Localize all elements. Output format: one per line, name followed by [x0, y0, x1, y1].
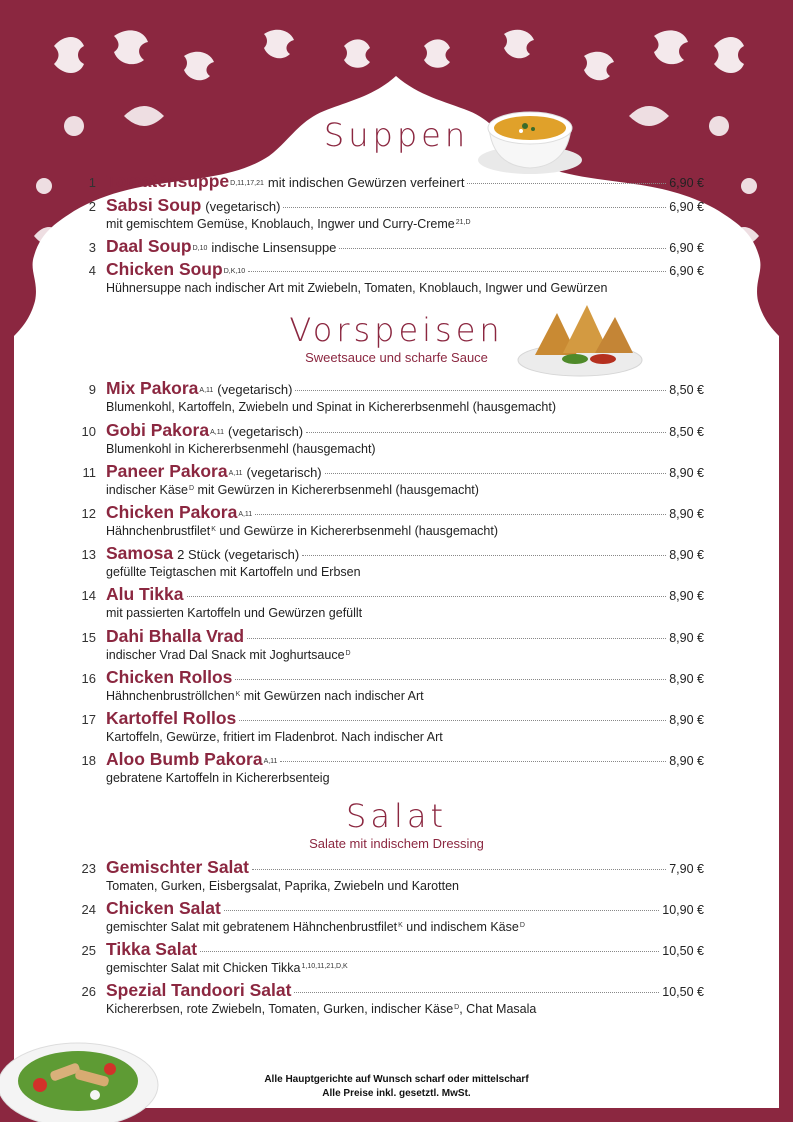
dot-leader [187, 596, 667, 597]
allergen-codes: A,11 [228, 470, 243, 477]
item-number: 17 [81, 712, 96, 727]
description-text: indischer Vrad Dal Snack mit Joghurtsauce [106, 648, 345, 662]
item-price: 8,50 € [669, 425, 704, 439]
dot-leader [200, 951, 659, 952]
description-text: gemischter Salat mit Chicken Tikka [106, 961, 301, 975]
menu-item [78, 939, 704, 976]
dot-leader [248, 271, 666, 272]
footer-note [0, 1073, 793, 1101]
item-name: Dahi Bhalla Vrad [106, 626, 245, 646]
item-description [106, 920, 704, 935]
menu-item-row [78, 171, 704, 193]
menu-item [78, 378, 704, 415]
item-name: Daal Soup [106, 236, 192, 256]
item-inline-note: 2 Stück (vegetarisch) [177, 547, 300, 562]
dot-leader [283, 207, 666, 208]
description-text: gebratene Kartoffeln in Kichererbsenteig [106, 771, 330, 785]
allergen-codes: K [235, 691, 241, 698]
item-price: 8,90 € [669, 548, 704, 562]
item-number: 18 [81, 753, 96, 768]
item-description [106, 689, 704, 704]
item-name: Tikka Salat [106, 939, 198, 959]
item-price: 8,90 € [669, 754, 704, 768]
item-name: Kartoffel Rollos [106, 708, 237, 728]
menu-item [78, 626, 704, 663]
item-price: 10,50 € [662, 944, 704, 958]
menu-item [78, 543, 704, 580]
item-description [106, 771, 704, 786]
item-number: 23 [81, 861, 96, 876]
menu-item-row [78, 584, 704, 606]
section-title-salat: Salat [346, 797, 447, 835]
item-number: 13 [81, 547, 96, 562]
item-inline-note: (vegetarisch) [246, 465, 322, 480]
item-number: 14 [81, 588, 96, 603]
description-text: gemischter Salat mit gebratenem Hähnchenbrustfilet [106, 920, 398, 934]
item-description [106, 217, 704, 232]
item-price: 7,90 € [669, 862, 704, 876]
description-text: Hühnersuppe nach indischer Art mit Zwiebeln, Tomaten, Knoblauch, Ingwer und Gewürzen [106, 281, 608, 295]
menu-item-row [78, 857, 704, 879]
item-inline-note: (vegetarisch) [205, 199, 281, 214]
item-name: Chicken Pakora [106, 502, 238, 522]
item-number: 24 [81, 902, 96, 917]
item-number: 3 [88, 240, 96, 255]
item-description [106, 1002, 704, 1017]
menu-item [78, 708, 704, 745]
item-number: 12 [81, 506, 96, 521]
menu-item [78, 236, 704, 258]
item-number: 11 [82, 465, 96, 480]
item-price: 8,90 € [669, 589, 704, 603]
allergen-codes: D [345, 650, 351, 657]
item-number: 9 [88, 382, 96, 397]
menu-item [78, 980, 704, 1017]
description-text: indischer Käse [106, 483, 188, 497]
allergen-codes: A,11 [199, 387, 214, 394]
menu-item-row [78, 898, 704, 920]
item-name: Tomatensuppe [106, 171, 230, 191]
dot-leader [239, 720, 666, 721]
item-name: Paneer Pakora [106, 461, 228, 481]
item-description [106, 281, 704, 296]
section-title-vorspeisen: Vorspeisen [289, 311, 504, 349]
allergen-codes: D,K,10 [223, 268, 246, 275]
item-description [106, 961, 704, 976]
allergen-codes: K [211, 526, 216, 533]
item-price: 10,50 € [662, 985, 704, 999]
item-name: Alu Tikka [106, 584, 184, 604]
menu-item-row [78, 378, 704, 400]
dot-leader [255, 514, 666, 515]
dot-leader [325, 473, 667, 474]
menu-item-row [78, 420, 704, 442]
item-inline-note: indische Linsensuppe [211, 240, 337, 255]
description-text: und Gewürze in Kichererbsenmehl (hausgemacht) [215, 524, 498, 538]
footer-line-1: Alle Hauptgerichte auf Wunsch scharf oder mittelscharf [264, 1074, 529, 1085]
section-subtitle-vorspeisen: Sweetsauce und scharfe Sauce [305, 350, 488, 365]
item-name: Mix Pakora [106, 378, 199, 398]
allergen-codes: A,11 [210, 429, 224, 436]
item-description [106, 483, 704, 498]
item-description [106, 400, 704, 415]
dot-leader [280, 761, 666, 762]
item-number: 15 [81, 630, 96, 645]
menu-item [78, 259, 704, 296]
item-inline-note: mit indischen Gewürzen verfeinert [267, 175, 465, 190]
item-name: Spezial Tandoori Salat [106, 980, 292, 1000]
item-name: Gemischter Salat [106, 857, 249, 877]
section-title-suppen: Suppen [323, 116, 470, 154]
dot-leader [467, 183, 666, 184]
item-description [106, 730, 704, 745]
allergen-codes: D [519, 922, 525, 929]
description-text: , Chat Masala [459, 1002, 537, 1016]
item-price: 6,90 € [669, 200, 704, 214]
item-price: 6,90 € [669, 241, 704, 255]
menu-item-row [78, 195, 704, 217]
item-inline-note: (vegetarisch) [217, 382, 293, 397]
item-number: 2 [88, 199, 96, 214]
item-name: Samosa [106, 543, 174, 563]
item-name: Sabsi Soup [106, 195, 202, 215]
menu-item-row [78, 502, 704, 524]
item-description [106, 442, 704, 457]
description-text: Hähnchenbrustfilet [106, 524, 211, 538]
item-price: 8,90 € [669, 631, 704, 645]
item-number: 1 [88, 175, 96, 190]
allergen-codes: 21,D [455, 219, 471, 226]
menu-item [78, 898, 704, 935]
item-price: 6,90 € [669, 176, 704, 190]
dot-leader [247, 638, 666, 639]
allergen-codes: D,11,17,21 [230, 180, 264, 187]
menu-item-row [78, 543, 704, 565]
section-subtitle-salat: Salate mit indischem Dressing [309, 836, 484, 851]
allergen-codes: D [189, 485, 195, 492]
menu-item-row [78, 939, 704, 961]
menu-item-row [78, 749, 704, 771]
dot-leader [306, 432, 666, 433]
item-price: 8,90 € [669, 672, 704, 686]
dot-leader [339, 248, 666, 249]
item-number: 25 [81, 943, 96, 958]
footer-line-2: Alle Preise inkl. gesetztl. MwSt. [322, 1088, 471, 1099]
menu-item [78, 667, 704, 704]
menu-item [78, 420, 704, 457]
item-name: Gobi Pakora [106, 420, 210, 440]
menu-item [78, 502, 704, 539]
description-text: Kartoffeln, Gewürze, fritiert im Fladenbrot. Nach indischer Art [106, 730, 443, 744]
dot-leader [294, 992, 659, 993]
item-description [106, 648, 704, 663]
menu-item-row [78, 236, 704, 258]
item-price: 8,90 € [669, 466, 704, 480]
allergen-codes: 1,10,11,21,D,K [301, 963, 348, 970]
dot-leader [252, 869, 666, 870]
item-description [106, 606, 704, 621]
item-price: 8,50 € [669, 383, 704, 397]
description-text: mit Gewürzen in Kichererbsenmehl (hausgemacht) [194, 483, 479, 497]
description-text: Tomaten, Gurken, Eisbergsalat, Paprika, Zwiebeln und Karotten [106, 879, 459, 893]
item-description [106, 879, 704, 894]
item-name: Chicken Salat [106, 898, 221, 918]
item-price: 6,90 € [669, 264, 704, 278]
menu-item-row [78, 667, 704, 689]
item-name: Aloo Bumb Pakora [106, 749, 263, 769]
description-text: Hähnchenbruströllchen [106, 689, 235, 703]
dot-leader [295, 390, 666, 391]
menu-item [78, 857, 704, 894]
description-text: Kichererbsen, rote Zwiebeln, Tomaten, Gurken, indischer Käse [106, 1002, 454, 1016]
menu-item-row [78, 259, 704, 281]
dot-leader [302, 555, 666, 556]
item-price: 8,90 € [669, 507, 704, 521]
description-text: und indischem Käse [402, 920, 519, 934]
allergen-codes: A,11 [263, 758, 278, 765]
menu-item [78, 171, 704, 193]
description-text: gefüllte Teigtaschen mit Kartoffeln und Erbsen [106, 565, 361, 579]
allergen-codes: A,11 [238, 511, 253, 518]
menu-item [78, 584, 704, 621]
menu-item-row [78, 708, 704, 730]
item-name: Chicken Soup [106, 259, 223, 279]
item-number: 16 [81, 671, 96, 686]
description-text: Blumenkohl in Kichererbsenmehl (hausgemacht) [106, 442, 376, 456]
item-number: 4 [88, 263, 96, 278]
item-number: 10 [81, 424, 96, 439]
description-text: mit passierten Kartoffeln und Gewürzen gefüllt [106, 606, 363, 620]
item-description [106, 565, 704, 580]
description-text: mit gemischtem Gemüse, Knoblauch, Ingwer und Curry-Creme [106, 217, 455, 231]
allergen-codes: D,10 [192, 245, 208, 252]
item-number: 26 [81, 984, 96, 999]
menu-item-row [78, 461, 704, 483]
allergen-codes: D [454, 1004, 460, 1011]
item-price: 10,90 € [662, 903, 704, 917]
allergen-codes: K [398, 922, 403, 929]
menu-item [78, 195, 704, 232]
item-description [106, 524, 704, 539]
dot-leader [224, 910, 660, 911]
dot-leader [235, 679, 666, 680]
item-price: 8,90 € [669, 713, 704, 727]
description-text: mit Gewürzen nach indischer Art [240, 689, 424, 703]
item-name: Chicken Rollos [106, 667, 233, 687]
menu-item [78, 461, 704, 498]
menu-item-row [78, 626, 704, 648]
description-text: Blumenkohl, Kartoffeln, Zwiebeln und Spinat in Kichererbsenmehl (hausgemacht) [106, 400, 557, 414]
menu-item [78, 749, 704, 786]
item-inline-note: (vegetarisch) [227, 424, 304, 439]
menu-item-row [78, 980, 704, 1002]
